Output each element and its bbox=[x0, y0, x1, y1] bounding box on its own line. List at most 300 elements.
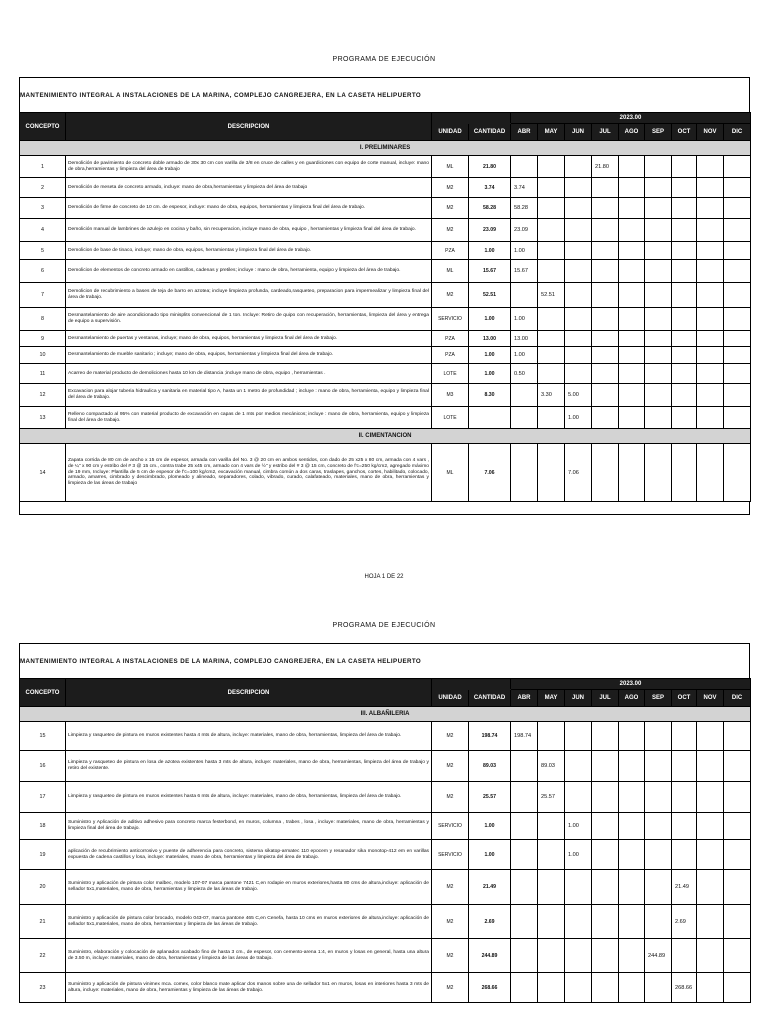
month-cell-nov bbox=[697, 813, 724, 840]
unit-cell: M2 bbox=[432, 939, 469, 973]
month-cell-jul bbox=[592, 219, 619, 242]
col-header-month: DIC bbox=[724, 124, 751, 141]
concepto-number: 13 bbox=[20, 407, 66, 429]
description-cell: Excavacion para alojar tuberia hidraulica y sanitaria en material tipo A, hasta un 1 metro de profundidad ; incluye : mano de obra, herramienta, equipo y limpieza final del área de trabajo. bbox=[66, 384, 432, 407]
quantity-cell: 1.00 bbox=[469, 242, 511, 260]
month-cell-nov bbox=[697, 973, 724, 1003]
month-cell-sep bbox=[645, 260, 672, 283]
month-cell-jul bbox=[592, 384, 619, 407]
month-cell-oct bbox=[672, 283, 697, 308]
month-cell-jul bbox=[592, 407, 619, 429]
quantity-cell: 23.09 bbox=[469, 219, 511, 242]
month-cell-may bbox=[538, 178, 565, 198]
month-cell-dic bbox=[724, 283, 751, 308]
col-header-month: AGO bbox=[619, 124, 645, 141]
table-row bbox=[20, 198, 751, 219]
project-title-box bbox=[19, 643, 750, 678]
month-cell-dic bbox=[724, 384, 751, 407]
month-cell-abr bbox=[511, 973, 538, 1003]
month-cell-nov bbox=[697, 939, 724, 973]
month-cell-abr: 23.09 bbox=[511, 219, 538, 242]
month-cell-ago bbox=[619, 813, 645, 840]
month-cell-ago bbox=[619, 283, 645, 308]
unit-cell: LOTE bbox=[432, 364, 469, 384]
table-row bbox=[20, 813, 751, 840]
month-cell-ago bbox=[619, 939, 645, 973]
col-header-month: AGO bbox=[619, 690, 645, 707]
col-header-month: SEP bbox=[645, 124, 672, 141]
col-header-month: OCT bbox=[672, 690, 697, 707]
month-cell-may bbox=[538, 156, 565, 178]
month-cell-nov bbox=[697, 840, 724, 870]
month-cell-sep bbox=[645, 242, 672, 260]
table-row bbox=[20, 242, 751, 260]
month-cell-jun bbox=[565, 308, 592, 331]
month-cell-nov bbox=[697, 219, 724, 242]
description-cell: Acarreo de material producto de demoliciones hasta 10 km de distancia ;incluye mano de obra, equipo , herramientas . bbox=[66, 364, 432, 384]
month-cell-jun: 1.00 bbox=[565, 407, 592, 429]
month-cell-abr bbox=[511, 444, 538, 502]
month-cell-sep bbox=[645, 870, 672, 905]
month-cell-jul bbox=[592, 347, 619, 364]
month-cell-abr bbox=[511, 283, 538, 308]
month-cell-sep bbox=[645, 905, 672, 939]
concepto-number: 3 bbox=[20, 198, 66, 219]
month-cell-jul bbox=[592, 870, 619, 905]
month-cell-may bbox=[538, 840, 565, 870]
month-cell-dic bbox=[724, 905, 751, 939]
quantity-cell: 1.00 bbox=[469, 813, 511, 840]
col-header-unidad: UNIDAD bbox=[432, 124, 469, 141]
month-cell-sep bbox=[645, 283, 672, 308]
month-cell-ago bbox=[619, 407, 645, 429]
section-row bbox=[20, 707, 751, 722]
month-cell-may bbox=[538, 198, 565, 219]
month-cell-jul bbox=[592, 178, 619, 198]
table-row bbox=[20, 283, 751, 308]
concepto-number: 10 bbox=[20, 347, 66, 364]
month-cell-jun bbox=[565, 782, 592, 813]
month-cell-oct bbox=[672, 156, 697, 178]
table-row bbox=[20, 308, 751, 331]
month-cell-jun bbox=[565, 283, 592, 308]
col-header-month: MAY bbox=[538, 124, 565, 141]
description-cell: Demolición de firme de concreto de 10 cm. de espesor, incluye: mano de obra, equipos, herramientas y limpieza final del área de trabajo. bbox=[66, 198, 432, 219]
month-cell-nov bbox=[697, 870, 724, 905]
col-header-month: NOV bbox=[697, 124, 724, 141]
month-cell-nov bbox=[697, 283, 724, 308]
month-cell-dic bbox=[724, 722, 751, 751]
concepto-number: 11 bbox=[20, 364, 66, 384]
month-cell-may bbox=[538, 444, 565, 502]
month-cell-sep bbox=[645, 156, 672, 178]
concepto-number: 9 bbox=[20, 331, 66, 347]
month-cell-sep bbox=[645, 840, 672, 870]
month-cell-nov bbox=[697, 407, 724, 429]
month-cell-nov bbox=[697, 308, 724, 331]
quantity-cell: 21.80 bbox=[469, 156, 511, 178]
col-header-blank bbox=[432, 113, 511, 124]
month-cell-jun bbox=[565, 198, 592, 219]
month-cell-ago bbox=[619, 444, 645, 502]
month-cell-ago bbox=[619, 219, 645, 242]
month-cell-ago bbox=[619, 156, 645, 178]
col-header-month: MAY bbox=[538, 690, 565, 707]
month-cell-oct bbox=[672, 260, 697, 283]
description-cell: Desmantelamiento de puertas y ventanas, incluye; mano de obra, equipos, herramientas y limpieza final del área de trabajo. bbox=[66, 331, 432, 347]
month-cell-ago bbox=[619, 905, 645, 939]
unit-cell: M2 bbox=[432, 782, 469, 813]
unit-cell: M2 bbox=[432, 905, 469, 939]
description-cell: Suministro y aplicación de pintura vinimex mca. comex, color blanco mate aplicar dos manos sobre una de sellador 5x1 en muros, losas en interiores hasta 3 mts de altura, incluye: materiales, mano de obra, herramientas y limpieza de las áreas de trabajo. bbox=[66, 973, 432, 1003]
schedule-sheet-1 bbox=[19, 77, 750, 515]
month-cell-jun bbox=[565, 156, 592, 178]
month-cell-nov bbox=[697, 905, 724, 939]
month-cell-jun: 5.00 bbox=[565, 384, 592, 407]
unit-cell: PZA bbox=[432, 242, 469, 260]
month-cell-nov bbox=[697, 347, 724, 364]
month-cell-may bbox=[538, 905, 565, 939]
month-cell-dic bbox=[724, 813, 751, 840]
table-row bbox=[20, 973, 751, 1003]
unit-cell: M2 bbox=[432, 178, 469, 198]
month-cell-ago bbox=[619, 331, 645, 347]
concepto-number: 18 bbox=[20, 813, 66, 840]
month-cell-jul bbox=[592, 283, 619, 308]
month-cell-ago bbox=[619, 973, 645, 1003]
description-cell: Limpieza y rasqueteo de pintura en losa de azotea existentes hasta 3 mts de altura, incluye: materiales, mano de obra, herramientas, limpieza del área de trabajo y retiro del existente. bbox=[66, 751, 432, 782]
quantity-cell: 25.57 bbox=[469, 782, 511, 813]
page-title-2: PROGRAMA DE EJECUCIÓN bbox=[332, 622, 436, 629]
month-cell-oct bbox=[672, 364, 697, 384]
month-cell-dic bbox=[724, 840, 751, 870]
month-cell-sep bbox=[645, 308, 672, 331]
month-cell-ago bbox=[619, 347, 645, 364]
quantity-cell: 1.00 bbox=[469, 347, 511, 364]
quantity-cell: 7.06 bbox=[469, 444, 511, 502]
month-cell-oct bbox=[672, 242, 697, 260]
month-cell-abr: 1.00 bbox=[511, 242, 538, 260]
month-cell-oct: 268.66 bbox=[672, 973, 697, 1003]
month-cell-jun bbox=[565, 751, 592, 782]
month-cell-jun bbox=[565, 219, 592, 242]
month-cell-dic bbox=[724, 407, 751, 429]
month-cell-abr bbox=[511, 840, 538, 870]
col-header-month: DIC bbox=[724, 690, 751, 707]
quantity-cell: 1.00 bbox=[469, 364, 511, 384]
month-cell-abr bbox=[511, 751, 538, 782]
unit-cell: ML bbox=[432, 444, 469, 502]
unit-cell: M2 bbox=[432, 751, 469, 782]
month-cell-may bbox=[538, 331, 565, 347]
month-cell-ago bbox=[619, 260, 645, 283]
month-cell-abr bbox=[511, 870, 538, 905]
quantity-cell: 1.00 bbox=[469, 840, 511, 870]
col-header-month: OCT bbox=[672, 124, 697, 141]
month-cell-jul bbox=[592, 364, 619, 384]
month-cell-nov bbox=[697, 242, 724, 260]
month-cell-may: 3.30 bbox=[538, 384, 565, 407]
concepto-number: 23 bbox=[20, 973, 66, 1003]
page-footer: HOJA 1 DE 22 bbox=[364, 574, 404, 580]
month-cell-dic bbox=[724, 308, 751, 331]
month-cell-sep bbox=[645, 973, 672, 1003]
description-cell: Demolición de meseta de concreto armado, incluye: mano de obra,herramientas y limpieza del área de trabajo bbox=[66, 178, 432, 198]
month-cell-nov bbox=[697, 384, 724, 407]
month-cell-sep bbox=[645, 219, 672, 242]
month-cell-dic bbox=[724, 364, 751, 384]
section-title: I. PRELIMINARES bbox=[20, 141, 751, 156]
month-cell-abr bbox=[511, 813, 538, 840]
section-row bbox=[20, 429, 751, 444]
month-cell-ago bbox=[619, 242, 645, 260]
description-cell: Demolición manual de lambrines de azulejo en cocina y baño, sin recuperacion, incluye mano de obra, equipo , herramientas y limpieza final del área de trabajo. bbox=[66, 219, 432, 242]
month-cell-abr: 1.00 bbox=[511, 308, 538, 331]
concepto-number: 8 bbox=[20, 308, 66, 331]
month-cell-may: 52.51 bbox=[538, 283, 565, 308]
month-cell-oct bbox=[672, 751, 697, 782]
month-cell-sep bbox=[645, 444, 672, 502]
month-cell-abr bbox=[511, 156, 538, 178]
month-cell-oct: 2.69 bbox=[672, 905, 697, 939]
month-cell-may bbox=[538, 242, 565, 260]
col-header-blank bbox=[432, 679, 511, 690]
section-row bbox=[20, 141, 751, 156]
month-cell-oct bbox=[672, 722, 697, 751]
description-cell: Limpieza y rasqueteo de pintura en muros existentes hasta 6 mts de altura, incluye: materiales, mano de obra, herramientas, limpieza del área de trabajo. bbox=[66, 782, 432, 813]
month-cell-may bbox=[538, 813, 565, 840]
quantity-cell: 1.00 bbox=[469, 308, 511, 331]
month-cell-nov bbox=[697, 156, 724, 178]
table-row bbox=[20, 384, 751, 407]
description-cell: Demolicion de elementos de concreto armado en castillos, cadenas y pretiles; incluye : mano de obra, herramienta, equipo y limpieza del área de trabajo. bbox=[66, 260, 432, 283]
section-title: II. CIMENTANCION bbox=[20, 429, 751, 444]
month-cell-nov bbox=[697, 751, 724, 782]
month-cell-may bbox=[538, 219, 565, 242]
table-row bbox=[20, 870, 751, 905]
month-cell-sep: 244.89 bbox=[645, 939, 672, 973]
month-cell-jun: 7.06 bbox=[565, 444, 592, 502]
description-cell: aplicación de recubrimiento anticorrosivo y puente de adherencia para concreto, sistema sikatop-armatec 110 epocem y resanador sika monotop-412 em en varillas expuesta de cadena castillos y losa, incluye: materiales, mano de obra, herramientas y limpieza del área de trabajo. bbox=[66, 840, 432, 870]
quantity-cell: 3.74 bbox=[469, 178, 511, 198]
month-cell-jun bbox=[565, 178, 592, 198]
unit-cell: ML bbox=[432, 260, 469, 283]
month-cell-may bbox=[538, 364, 565, 384]
month-cell-jul bbox=[592, 751, 619, 782]
unit-cell: PZA bbox=[432, 347, 469, 364]
col-header-month: JUL bbox=[592, 124, 619, 141]
month-cell-may bbox=[538, 973, 565, 1003]
month-cell-jul bbox=[592, 782, 619, 813]
month-cell-jul bbox=[592, 444, 619, 502]
month-cell-sep bbox=[645, 347, 672, 364]
month-cell-jun bbox=[565, 364, 592, 384]
table-row bbox=[20, 260, 751, 283]
concepto-number: 5 bbox=[20, 242, 66, 260]
unit-cell: M2 bbox=[432, 198, 469, 219]
concepto-number: 17 bbox=[20, 782, 66, 813]
quantity-cell: 52.51 bbox=[469, 283, 511, 308]
month-cell-abr: 0.50 bbox=[511, 364, 538, 384]
month-cell-nov bbox=[697, 331, 724, 347]
month-cell-jun bbox=[565, 260, 592, 283]
month-cell-nov bbox=[697, 444, 724, 502]
month-cell-nov bbox=[697, 782, 724, 813]
month-cell-abr bbox=[511, 939, 538, 973]
description-cell: Suministro y Aplicación de aditivo adhesivo para concreto marca festerbond, en muros, columna , trabes , losa , incluye: materiales, mano de obra, herramientas y limpieza final del área de trabajo. bbox=[66, 813, 432, 840]
month-cell-may: 25.57 bbox=[538, 782, 565, 813]
month-cell-sep bbox=[645, 407, 672, 429]
col-header-descripcion: DESCRIPCION bbox=[66, 113, 432, 141]
month-cell-oct bbox=[672, 308, 697, 331]
month-cell-oct bbox=[672, 178, 697, 198]
month-cell-jul bbox=[592, 840, 619, 870]
month-cell-jul bbox=[592, 260, 619, 283]
month-cell-jul bbox=[592, 722, 619, 751]
quantity-cell: 268.66 bbox=[469, 973, 511, 1003]
schedule-sheet-2 bbox=[19, 643, 750, 1003]
month-cell-dic bbox=[724, 939, 751, 973]
page-title-1: PROGRAMA DE EJECUCIÓN bbox=[332, 56, 436, 63]
month-cell-sep bbox=[645, 178, 672, 198]
month-cell-jun bbox=[565, 973, 592, 1003]
month-cell-oct bbox=[672, 198, 697, 219]
concepto-number: 4 bbox=[20, 219, 66, 242]
month-cell-dic bbox=[724, 219, 751, 242]
concepto-number: 6 bbox=[20, 260, 66, 283]
concepto-number: 14 bbox=[20, 444, 66, 502]
month-cell-oct bbox=[672, 219, 697, 242]
description-cell: Demolición de pavimiento de concreto doble armado de 30x 30 cm con varilla de 3/8 en cruce de calles y en guardiciones con equipo de corte manual, incluye: mano de obra,herramientas y limpieza del área de trabajo bbox=[66, 156, 432, 178]
description-cell: Zapata corrida de 80 cm de ancho x 15 cm de espesor, armada con varilla del No. 3 @ 20 cm en ambos sentidos, con dado de 25 x25 x 80 cm, armada con 4 vars , de ¼" x 90 cm y estribo del # 3 @ 15 cm., contra trabe 25 x45 cm, armado con 4 vars de ½" y estribo del # 3 @ 15 cm, concreto de f'c=250 kg/cm2, agregado máximo de 19 mm, Incluye: Plantilla de 5 cm de espesor de f'c=100 kg/cm2, excavación manual, cimbra común a dos caras, traslapes, ganchos, cortes, habilitado, colocado, armado, amarres, cimbrado y descimbrado, plomeado y alineado, separadores, colado, vibrado, curado, calafateado, materiales, mano de obra, herramientas y limpieza de las áreas de trabajo bbox=[66, 444, 432, 502]
month-cell-dic bbox=[724, 331, 751, 347]
month-cell-abr bbox=[511, 905, 538, 939]
schedule-table bbox=[19, 678, 751, 1003]
month-cell-nov bbox=[697, 260, 724, 283]
unit-cell: M2 bbox=[432, 722, 469, 751]
month-cell-dic bbox=[724, 347, 751, 364]
month-cell-nov bbox=[697, 722, 724, 751]
col-header-year: 2023.00 bbox=[511, 113, 751, 124]
month-cell-may: 89.03 bbox=[538, 751, 565, 782]
sheet-bottom-spacer bbox=[19, 502, 750, 515]
month-cell-abr bbox=[511, 407, 538, 429]
unit-cell: M3 bbox=[432, 384, 469, 407]
month-cell-jun bbox=[565, 242, 592, 260]
month-cell-jul: 21.80 bbox=[592, 156, 619, 178]
month-cell-jun bbox=[565, 331, 592, 347]
table-row bbox=[20, 178, 751, 198]
unit-cell: M2 bbox=[432, 870, 469, 905]
month-cell-dic bbox=[724, 444, 751, 502]
month-cell-ago bbox=[619, 751, 645, 782]
description-cell: Relleno compactado al 95% con material producto de excavación en capas de 1 mts por medios mecánicos; incluye : mano de obra, herramienta, equipo y limpieza final del área de trabajo. bbox=[66, 407, 432, 429]
month-cell-oct bbox=[672, 347, 697, 364]
unit-cell: SERVICIO bbox=[432, 840, 469, 870]
month-cell-oct: 21.49 bbox=[672, 870, 697, 905]
description-cell: Demolicion de recubrimiento a bases de teja de barro en azotea; incluye limpieza profunda, cardeado,rasqueteo, preparacion para impermealizar y limpieza final del área de trabajo. bbox=[66, 283, 432, 308]
month-cell-ago bbox=[619, 198, 645, 219]
table-row bbox=[20, 347, 751, 364]
description-cell: Desmantelamiento de mueble sanitario ; incluye; mano de obra, equipos, herramientas y limpieza final del área de trabajo. bbox=[66, 347, 432, 364]
description-cell: Suministro y aplicación de pintura color malbec, modelo 107-07 marca pantone 7421 C,en rodapie en muros exteriores,hasta 80 cms de altura,incluye: aplicación de sellador 5x1,materiales, mano de obra, herramientas y limpieza de las áreas de trabajo. bbox=[66, 870, 432, 905]
description-cell: Limpieza y rasqueteo de pintura en muros existentes hasta 4 mts de altura, incluye: materiales, mano de obra, herramientas, limpieza del área de trabajo. bbox=[66, 722, 432, 751]
col-header-month: NOV bbox=[697, 690, 724, 707]
month-cell-may bbox=[538, 407, 565, 429]
month-cell-abr: 15.67 bbox=[511, 260, 538, 283]
quantity-cell bbox=[469, 407, 511, 429]
col-header-unidad: UNIDAD bbox=[432, 690, 469, 707]
month-cell-may bbox=[538, 308, 565, 331]
col-header-cantidad: CANTIDAD bbox=[469, 690, 511, 707]
quantity-cell: 13.00 bbox=[469, 331, 511, 347]
month-cell-abr: 198.74 bbox=[511, 722, 538, 751]
month-cell-jul bbox=[592, 331, 619, 347]
month-cell-nov bbox=[697, 364, 724, 384]
month-cell-sep bbox=[645, 364, 672, 384]
month-cell-ago bbox=[619, 384, 645, 407]
col-header-month: ABR bbox=[511, 690, 538, 707]
table-row bbox=[20, 782, 751, 813]
month-cell-jun: 1.00 bbox=[565, 813, 592, 840]
month-cell-jul bbox=[592, 242, 619, 260]
month-cell-ago bbox=[619, 782, 645, 813]
month-cell-oct bbox=[672, 331, 697, 347]
month-cell-sep bbox=[645, 782, 672, 813]
quantity-cell: 21.49 bbox=[469, 870, 511, 905]
month-cell-dic bbox=[724, 782, 751, 813]
month-cell-sep bbox=[645, 813, 672, 840]
schedule-table bbox=[19, 112, 751, 502]
month-cell-dic bbox=[724, 870, 751, 905]
unit-cell: M2 bbox=[432, 283, 469, 308]
month-cell-jun bbox=[565, 347, 592, 364]
month-cell-oct bbox=[672, 407, 697, 429]
concepto-number: 16 bbox=[20, 751, 66, 782]
table-row bbox=[20, 407, 751, 429]
month-cell-ago bbox=[619, 722, 645, 751]
col-header-month: SEP bbox=[645, 690, 672, 707]
month-cell-abr: 1.00 bbox=[511, 347, 538, 364]
month-cell-jun bbox=[565, 905, 592, 939]
concepto-number: 21 bbox=[20, 905, 66, 939]
unit-cell: SERVICIO bbox=[432, 308, 469, 331]
table-row bbox=[20, 156, 751, 178]
month-cell-oct bbox=[672, 813, 697, 840]
month-cell-dic bbox=[724, 198, 751, 219]
month-cell-may bbox=[538, 260, 565, 283]
month-cell-oct bbox=[672, 782, 697, 813]
month-cell-oct bbox=[672, 444, 697, 502]
col-header-concepto: CONCEPTO bbox=[20, 679, 66, 707]
month-cell-ago bbox=[619, 840, 645, 870]
concepto-number: 12 bbox=[20, 384, 66, 407]
month-cell-may bbox=[538, 722, 565, 751]
month-cell-sep bbox=[645, 722, 672, 751]
col-header-month: JUN bbox=[565, 124, 592, 141]
project-title: MANTENIMIENTO INTEGRAL A INSTALACIONES DE LA MARINA, COMPLEJO CANGREJERA, EN LA CASETA HELIPUERTO bbox=[20, 91, 422, 99]
table-row bbox=[20, 219, 751, 242]
month-cell-jun bbox=[565, 870, 592, 905]
col-header-month: JUN bbox=[565, 690, 592, 707]
quantity-cell: 58.28 bbox=[469, 198, 511, 219]
month-cell-nov bbox=[697, 178, 724, 198]
month-cell-jul bbox=[592, 973, 619, 1003]
concepto-number: 1 bbox=[20, 156, 66, 178]
month-cell-ago bbox=[619, 308, 645, 331]
table-row bbox=[20, 444, 751, 502]
concepto-number: 7 bbox=[20, 283, 66, 308]
